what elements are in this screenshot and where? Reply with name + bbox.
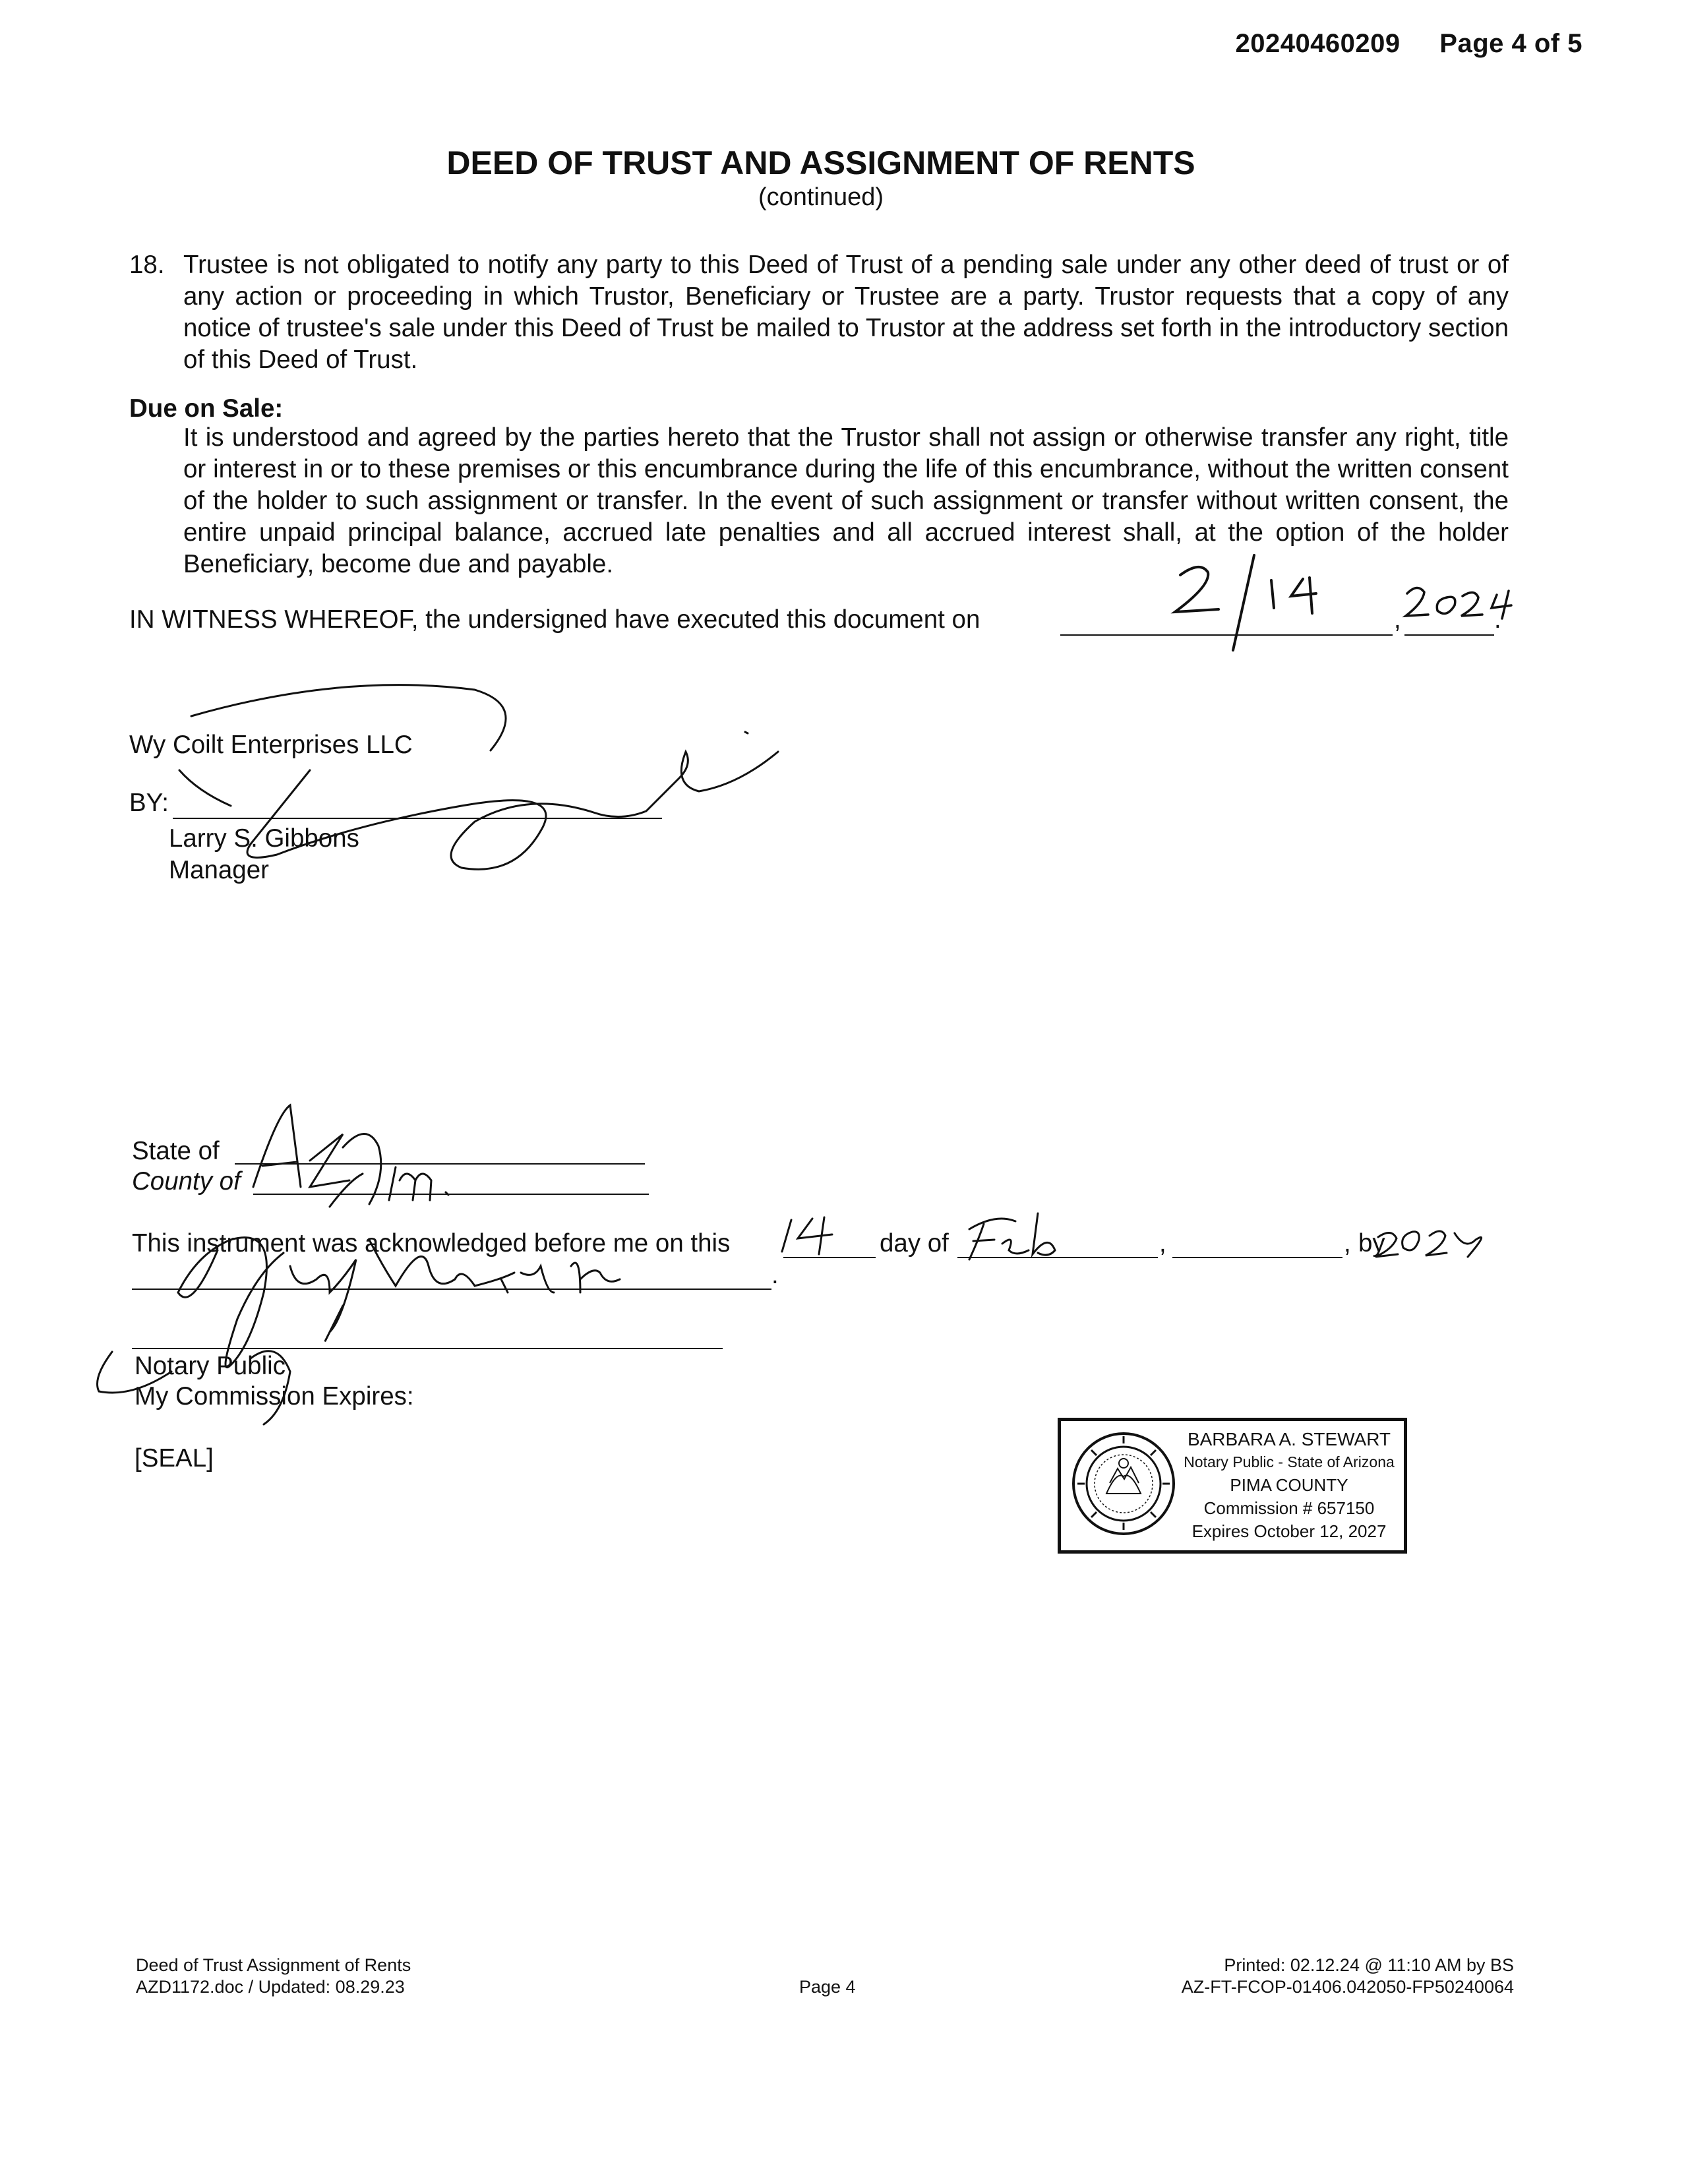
day-line	[783, 1257, 876, 1258]
day-of-label: day of	[880, 1229, 949, 1258]
footer-printed: Printed: 02.12.24 @ 11:10 AM by BS	[1224, 1955, 1514, 1975]
section-18-text: Trustee is not obligated to notify any party to this Deed of Trust of a pending sale under any other deed of trust or of any action or proceeding in which Trustor, Beneficiary or Trustee are a party. Trustor requests that a copy of any notice of trustee's sale under this Deed of Trust be mailed to Trustor at the address set forth in the introductory section of this Deed of Trust.	[183, 251, 1509, 374]
stamp-title: Notary Public - State of Arizona	[1184, 1453, 1395, 1471]
commission-expires-label: My Commission Expires:	[135, 1382, 414, 1410]
acknowledgment-text: This instrument was acknowledged before me on this	[132, 1229, 731, 1258]
stamp-county: PIMA COUNTY	[1230, 1475, 1348, 1495]
signer-role: Manager	[169, 856, 269, 884]
period: .	[1494, 605, 1501, 634]
comma: ,	[1394, 605, 1401, 634]
signer-name: Larry S. Gibbons	[169, 824, 359, 853]
acknowledged-by-line	[132, 1289, 771, 1290]
handwritten-ack-day	[782, 1217, 832, 1254]
company-name: Wy Coilt Enterprises LLC	[129, 731, 413, 759]
handwritten-ack-month	[969, 1213, 1055, 1259]
by-label: BY:	[129, 789, 169, 817]
stamp-name: BARBARA A. STEWART	[1187, 1429, 1391, 1449]
footer-doc-name: Deed of Trust Assignment of Rents	[136, 1955, 411, 1975]
footer-left	[136, 1955, 411, 1998]
witness-date-line	[1060, 634, 1393, 636]
stamp-commission: Commission # 657150	[1203, 1498, 1375, 1518]
document-title: DEED OF TRUST AND ASSIGNMENT OF RENTS	[446, 144, 1195, 181]
footer-page: Page 4	[799, 1977, 856, 1997]
notary-stamp	[1058, 1418, 1407, 1554]
stamp-text	[1178, 1428, 1400, 1543]
county-line	[253, 1194, 649, 1195]
month-line	[957, 1257, 1158, 1258]
notary-signature-line	[132, 1348, 723, 1349]
page-header	[1235, 29, 1582, 59]
stamp-expires: Expires October 12, 2027	[1191, 1521, 1387, 1541]
state-line	[235, 1163, 645, 1165]
witness-statement: IN WITNESS WHEREOF, the undersigned have executed this document on	[129, 605, 980, 634]
seal-label: [SEAL]	[135, 1444, 214, 1472]
section-number: 18.	[129, 251, 165, 279]
signature-line	[173, 818, 662, 819]
notary-public-label: Notary Public	[135, 1352, 286, 1380]
year-line	[1172, 1257, 1342, 1258]
section-18	[129, 249, 1509, 376]
period-2: .	[771, 1261, 779, 1289]
handwritten-state-county	[253, 1105, 448, 1207]
page-indicator: Page 4 of 5	[1439, 29, 1582, 58]
due-on-sale-text: It is understood and agreed by the parties hereto that the Trustor shall not assign or otherwise transfer any right, title or interest in or to these premises or this encumbrance during the life of this encumbrance, without the written consent of the holder to such assignment or transfer. In the event of such assignment or transfer without written consent, the entire unpaid principal balance, accrued late penalties and all accrued interest shall, at the option of the holder Beneficiary, become due and payable.	[183, 423, 1509, 578]
arizona-seal-icon	[1070, 1430, 1177, 1537]
state-label: State of	[132, 1137, 220, 1165]
footer-file-code: AZ-FT-FCOP-01406.042050-FP50240064	[1181, 1977, 1514, 1997]
witness-year-line	[1404, 634, 1494, 636]
footer-doc-file: AZD1172.doc / Updated: 08.29.23	[136, 1977, 405, 1997]
footer-right	[1182, 1955, 1514, 1998]
by-label-2: by	[1358, 1229, 1385, 1258]
handwritten-ack-year	[1375, 1231, 1482, 1257]
document-number: 20240460209	[1235, 29, 1401, 58]
comma-3: ,	[1344, 1229, 1351, 1258]
county-label: County of	[132, 1167, 241, 1196]
document-subtitle: (continued)	[758, 183, 884, 211]
due-on-sale-heading: Due on Sale:	[129, 394, 284, 423]
comma-2: ,	[1159, 1229, 1166, 1258]
